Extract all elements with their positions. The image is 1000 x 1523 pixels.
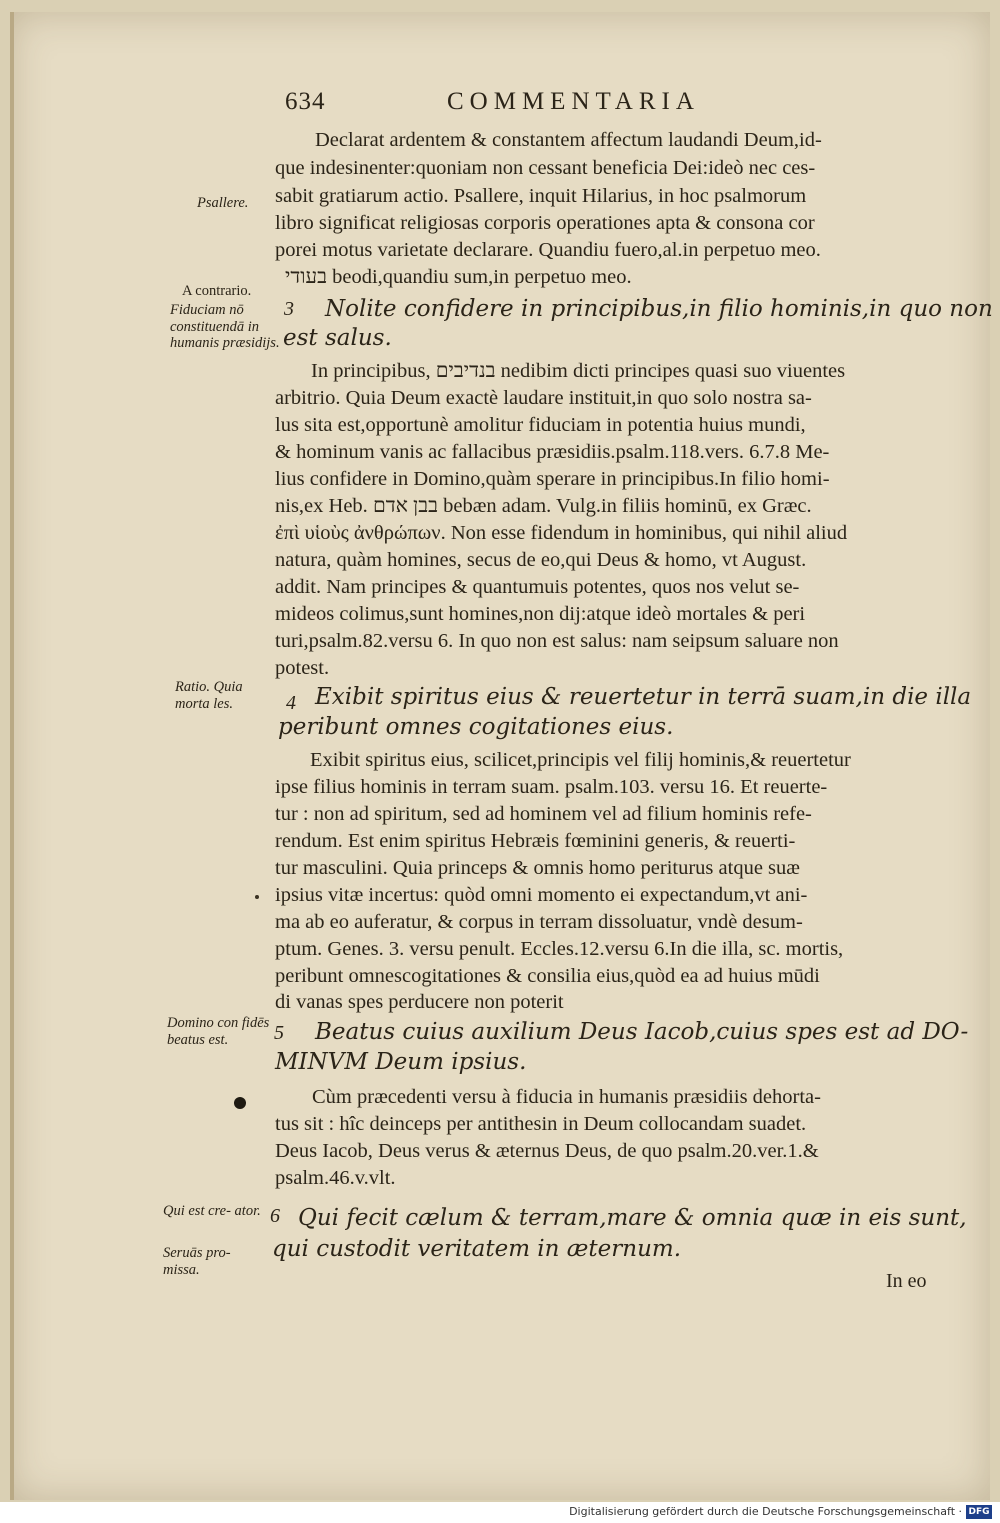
text-line: nis,ex Heb. בבן אדם bebæn adam. Vulg.in filiis hominū, ex Græc. <box>275 495 812 517</box>
text-line: Exibit spiritus eius, scilicet,principis vel filij hominis,& reuertetur <box>310 749 851 771</box>
text-line: In principibus, בנדיבים nedibim dicti principes quasi suo viuentes <box>311 360 846 382</box>
text-line: di vanas spes perducere non poterit <box>275 991 564 1013</box>
verse-number-4: 4 <box>286 692 296 714</box>
verse-4-line: Exibit spiritus eius & reuertetur in terrā suam,in die illa <box>315 684 972 710</box>
text-line: potest. <box>275 657 330 679</box>
verse-3-line: Nolite confidere in principibus,in filio hominis,in quo non <box>325 296 993 322</box>
text-line: בעודי beodi,quandiu sum,in perpetuo meo. <box>285 266 632 288</box>
text-line: rendum. Est enim spiritus Hebræis fœminini generis, & reuerti- <box>275 830 796 852</box>
text-line: & hominum vanis ac fallacibus præsidiis.psalm.118.vers. 6.7.8 Me- <box>275 441 830 463</box>
text-line: ipse filius hominis in terram suam. psalm.103. versu 16. Et reuerte- <box>275 776 828 798</box>
verse-6-line: qui custodit veritatem in æternum. <box>272 1236 682 1262</box>
text-line: lius confidere in Domino,quàm sperare in principibus.In filio homi- <box>275 468 830 490</box>
text-line: tus sit : hîc deinceps per antithesin in Deum collocandam suadet. <box>275 1113 807 1135</box>
text-line: Cùm præcedenti versu à fiducia in humanis præsidiis dehorta- <box>312 1086 821 1108</box>
text-line: ipsius vitæ incertus: quòd omni momento ei expectandum,vt ani- <box>275 884 808 906</box>
margin-note-psallere: Psallere. <box>197 195 249 211</box>
margin-note-fiduciam: Fiduciam nō constituendā in humanis præsidijs. <box>170 302 280 351</box>
text-line: psalm.46.v.vlt. <box>275 1167 396 1189</box>
text-line: sabit gratiarum actio. Psallere, inquit Hilarius, in hoc psalmorum <box>275 185 807 207</box>
verse-5-line: MINVM Deum ipsius. <box>275 1049 527 1075</box>
text-line: mideos colimus,sunt homines,non dij:atque ideò mortales & peri <box>275 603 806 625</box>
text-line: que indesinenter:quoniam non cessant beneficia Dei:ideò nec ces- <box>275 157 816 179</box>
text-line: turi,psalm.82.versu 6. In quo non est salus: nam seipsum saluare non <box>275 630 839 652</box>
text-line: ma ab eo auferatur, & corpus in terram dissoluatur, vndè desum- <box>275 911 803 933</box>
verse-number-3: 3 <box>284 298 294 320</box>
catchword: In eo <box>886 1270 927 1292</box>
text-line: lus sita est,opportunè amolitur fiduciam in potentia huius mundi, <box>275 414 806 436</box>
text-line: natura, quàm homines, secus de eo,qui Deus & homo, vt August. <box>275 549 807 571</box>
margin-note-ratio: Ratio. Quia morta les. <box>175 679 243 712</box>
text-line: addit. Nam principes & quantumuis potentes, quos nos velut se- <box>275 576 800 598</box>
text-line: tur : non ad spiritum, sed ad hominem vel ad filium hominis refe- <box>275 803 812 825</box>
running-title: COMMENTARIA <box>447 88 700 115</box>
verse-4-line: peribunt omnes cogitationes eius. <box>278 714 674 740</box>
ink-stain <box>234 1097 246 1109</box>
text-line: peribunt omnescogitationes & consilia eius,quòd ea ad huius mūdi <box>275 965 820 987</box>
verse-number-5: 5 <box>274 1022 284 1044</box>
page-edge <box>10 12 14 1500</box>
text-line: porei motus varietate declarare. Quandiu fuero,al.in perpetuo meo. <box>275 239 821 261</box>
page-number: 634 <box>285 88 326 115</box>
text-line: libro significat religiosas corporis operationes apta & consona cor <box>275 212 815 234</box>
verse-number-6: 6 <box>270 1205 280 1227</box>
verse-5-line: Beatus cuius auxilium Deus Iacob,cuius spes est ad DO- <box>315 1019 969 1045</box>
text-line: arbitrio. Quia Deum exactè laudare instituit,in quo solo nostra sa- <box>275 387 812 409</box>
verse-6-line: Qui fecit cælum & terram,mare & omnia quæ in eis sunt, <box>298 1205 967 1231</box>
text-line: ptum. Genes. 3. versu penult. Eccles.12.versu 6.In die illa, sc. mortis, <box>275 938 844 960</box>
margin-note-domino: Domino con fidēs beatus est. <box>167 1015 270 1048</box>
funding-credit: Digitalisierung gefördert durch die Deutsche Forschungsgemeinschaft · <box>569 1505 962 1518</box>
ink-speck <box>255 895 259 899</box>
verse-3-line: est salus. <box>283 325 392 351</box>
footer-bar <box>0 1502 1000 1523</box>
margin-note-qui-est: Qui est cre- ator. <box>163 1203 261 1219</box>
text-line: ἐπὶ υἱοὺς ἀνθρώπων. Non esse fidendum in hominibus, qui nihil aliud <box>275 522 848 544</box>
text-line: Deus Iacob, Deus verus & æternus Deus, de quo psalm.20.ver.1.& <box>275 1140 819 1162</box>
margin-note-seruans: Seruās pro- missa. <box>163 1245 231 1278</box>
text-line: Declarat ardentem & constantem affectum laudandi Deum,id- <box>315 129 822 151</box>
dfg-logo-icon: DFG <box>966 1505 992 1519</box>
text-line: tur masculini. Quia princeps & omnis homo periturus atque suæ <box>275 857 800 879</box>
margin-note-a-contrario: A contrario. <box>182 283 252 299</box>
